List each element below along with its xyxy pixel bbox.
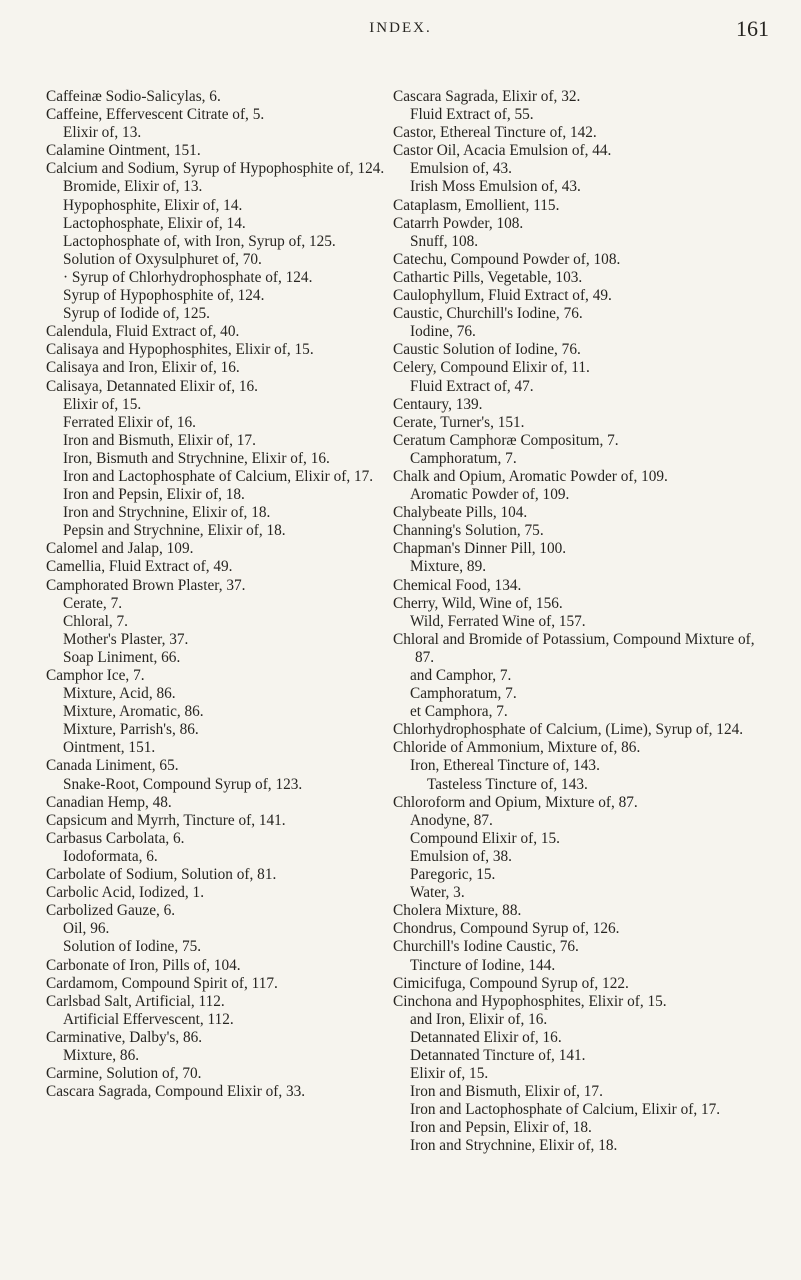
index-entry: Wild, Ferrated Wine of, 157. bbox=[410, 612, 586, 630]
index-entry: Oil, 96. bbox=[63, 920, 110, 938]
index-entry: Iodine, 76. bbox=[410, 323, 476, 341]
index-entry: Water, 3. bbox=[410, 884, 465, 902]
index-entry: Mixture, Acid, 86. bbox=[63, 685, 176, 703]
index-entry: Bromide, Elixir of, 13. bbox=[63, 178, 203, 196]
index-entry: Cholera Mixture, 88. bbox=[393, 902, 522, 920]
page-header bbox=[0, 14, 801, 48]
index-entry: Hypophosphite, Elixir of, 14. bbox=[63, 196, 243, 214]
index-entry: Ointment, 151. bbox=[63, 739, 156, 757]
index-entry: Iron and Strychnine, Elixir of, 18. bbox=[410, 1137, 618, 1155]
index-entry: Iron and Bismuth, Elixir of, 17. bbox=[410, 1083, 603, 1101]
index-entry: Syrup of Iodide of, 125. bbox=[63, 305, 211, 323]
index-entry: Cathartic Pills, Vegetable, 103. bbox=[393, 268, 583, 286]
index-entry: Cherry, Wild, Wine of, 156. bbox=[393, 594, 563, 612]
index-entry: et Camphora, 7. bbox=[410, 703, 508, 721]
index-entry: Iron and Strychnine, Elixir of, 18. bbox=[63, 504, 271, 522]
index-entry: Chemical Food, 134. bbox=[393, 576, 522, 594]
index-entry: Syrup of Hypophosphite of, 124. bbox=[63, 287, 265, 305]
index-entry: Fluid Extract of, 55. bbox=[410, 106, 534, 124]
index-entry: Catarrh Powder, 108. bbox=[393, 214, 524, 232]
index-entry: and Iron, Elixir of, 16. bbox=[410, 1010, 548, 1028]
index-entry: Ferrated Elixir of, 16. bbox=[63, 413, 196, 431]
index-entry: Castor Oil, Acacia Emulsion of, 44. bbox=[393, 142, 612, 160]
index-entry: Calisaya and Hypophosphites, Elixir of, 15. bbox=[46, 341, 314, 359]
index-entry: Mixture, Parrish's, 86. bbox=[63, 721, 199, 739]
index-entry: Iron and Lactophosphate of Calcium, Elixir of, 17. bbox=[410, 1101, 721, 1119]
index-column-right bbox=[393, 88, 759, 1156]
index-entry: Cataplasm, Emollient, 115. bbox=[393, 196, 560, 214]
index-entry: Emulsion of, 38. bbox=[410, 847, 512, 865]
index-entry: Cimicifuga, Compound Syrup of, 122. bbox=[393, 974, 629, 992]
running-title: INDEX. bbox=[369, 20, 432, 36]
index-entry: Canada Liniment, 65. bbox=[46, 757, 179, 775]
index-entry: Calomel and Jalap, 109. bbox=[46, 540, 194, 558]
index-entry: Detannated Elixir of, 16. bbox=[410, 1028, 562, 1046]
index-entry: Mixture, Aromatic, 86. bbox=[63, 703, 204, 721]
index-entry: Iron and Pepsin, Elixir of, 18. bbox=[63, 486, 245, 504]
index-entry: · Syrup of Chlorhydrophosphate of, 124. bbox=[63, 268, 313, 286]
index-entry: Cascara Sagrada, Elixir of, 32. bbox=[393, 88, 581, 105]
index-entry: Camphoratum, 7. bbox=[410, 685, 517, 703]
index-entry: Calcium and Sodium, Syrup of Hypophosphite of, 124. bbox=[46, 160, 385, 178]
index-entry: Elixir of, 15. bbox=[63, 395, 142, 413]
index-entry: Castor, Ethereal Tincture of, 142. bbox=[393, 124, 597, 142]
index-entry: Mother's Plaster, 37. bbox=[63, 630, 189, 648]
index-entry: Centaury, 139. bbox=[393, 395, 483, 413]
index-entry: Snuff, 108. bbox=[410, 232, 479, 250]
index-entry: Snake-Root, Compound Syrup of, 123. bbox=[63, 775, 303, 793]
index-entry: Paregoric, 15. bbox=[410, 866, 496, 884]
index-entry: Detannated Tincture of, 141. bbox=[410, 1046, 586, 1064]
index-entry: Iron, Ethereal Tincture of, 143. bbox=[410, 757, 600, 775]
index-entry: Cascara Sagrada, Compound Elixir of, 33. bbox=[46, 1083, 306, 1101]
index-entry: Chlorhydrophosphate of Calcium, (Lime), Syrup of, 124. bbox=[393, 721, 744, 739]
index-entry: Iron, Bismuth and Strychnine, Elixir of, 16. bbox=[63, 449, 330, 467]
index-entry: Iron and Pepsin, Elixir of, 18. bbox=[410, 1119, 592, 1137]
index-entry: Carbolic Acid, Iodized, 1. bbox=[46, 884, 205, 902]
index-entry: Irish Moss Emulsion of, 43. bbox=[410, 178, 581, 196]
index-entry: Calamine Ointment, 151. bbox=[46, 142, 201, 160]
index-entry: Mixture, 86. bbox=[63, 1046, 140, 1064]
index-entry: Iron and Lactophosphate of Calcium, Elixir of, 17. bbox=[63, 467, 374, 485]
index-entry: Cerate, 7. bbox=[63, 594, 123, 612]
index-entry: Anodyne, 87. bbox=[410, 811, 493, 829]
index-entry: Pepsin and Strychnine, Elixir of, 18. bbox=[63, 522, 286, 540]
index-entry: Calendula, Fluid Extract of, 40. bbox=[46, 323, 240, 341]
index-entry: Camphoratum, 7. bbox=[410, 449, 517, 467]
index-entry: Chapman's Dinner Pill, 100. bbox=[393, 540, 567, 558]
index-entry: Camellia, Fluid Extract of, 49. bbox=[46, 558, 233, 576]
index-entry: Ceratum Camphoræ Compositum, 7. bbox=[393, 431, 619, 449]
index-entry: Tasteless Tincture of, 143. bbox=[427, 775, 588, 793]
index-entry: Carmine, Solution of, 70. bbox=[46, 1065, 202, 1083]
index-entry: Iron and Bismuth, Elixir of, 17. bbox=[63, 431, 256, 449]
index-entry: Solution of Iodine, 75. bbox=[63, 938, 202, 956]
index-entry: Lactophosphate, Elixir of, 14. bbox=[63, 214, 246, 232]
index-entry: Aromatic Powder of, 109. bbox=[410, 486, 570, 504]
index-entry: Elixir of, 13. bbox=[63, 124, 142, 142]
index-entry: Chloroform and Opium, Mixture of, 87. bbox=[393, 793, 638, 811]
index-entry: Emulsion of, 43. bbox=[410, 160, 512, 178]
index-entry: Tincture of Iodine, 144. bbox=[410, 956, 556, 974]
index-entry: Iodoformata, 6. bbox=[63, 847, 158, 865]
index-entry: Camphor Ice, 7. bbox=[46, 667, 145, 684]
index-entry: Caffeine, Effervescent Citrate of, 5. bbox=[46, 106, 265, 124]
index-entry: Cerate, Turner's, 151. bbox=[393, 413, 525, 431]
index-entry: Caustic, Churchill's Iodine, 76. bbox=[393, 305, 583, 323]
index-entry: Fluid Extract of, 47. bbox=[410, 377, 534, 395]
index-entry: Celery, Compound Elixir of, 11. bbox=[393, 359, 590, 377]
index-entry: Carminative, Dalby's, 86. bbox=[46, 1028, 203, 1046]
index-column-left bbox=[46, 88, 414, 1101]
index-entry: Caffeinæ Sodio-Salicylas, 6. bbox=[46, 88, 221, 105]
index-entry: Lactophosphate of, with Iron, Syrup of, 125. bbox=[63, 232, 336, 250]
index-entry: Carbolized Gauze, 6. bbox=[46, 902, 176, 920]
index-entry: Catechu, Compound Powder of, 108. bbox=[393, 250, 621, 268]
index-entry: Carbolate of Sodium, Solution of, 81. bbox=[46, 866, 277, 884]
index-entry: Cardamom, Compound Spirit of, 117. bbox=[46, 974, 278, 992]
index-entry: Chalybeate Pills, 104. bbox=[393, 504, 528, 522]
index-entry: Carbonate of Iron, Pills of, 104. bbox=[46, 956, 241, 974]
index-entry: Elixir of, 15. bbox=[410, 1065, 489, 1083]
index-entry: Canadian Hemp, 48. bbox=[46, 793, 172, 811]
index-entry: Chloride of Ammonium, Mixture of, 86. bbox=[393, 739, 641, 757]
index-entry: Chondrus, Compound Syrup of, 126. bbox=[393, 920, 620, 938]
index-entry: Churchill's Iodine Caustic, 76. bbox=[393, 938, 579, 956]
index-entry: Chalk and Opium, Aromatic Powder of, 109. bbox=[393, 467, 668, 485]
index-entry: Camphorated Brown Plaster, 37. bbox=[46, 576, 246, 594]
index-entry: Caulophyllum, Fluid Extract of, 49. bbox=[393, 287, 612, 305]
page-number: 161 bbox=[736, 16, 769, 41]
index-entry: Calisaya, Detannated Elixir of, 16. bbox=[46, 377, 258, 395]
index-entry: and Camphor, 7. bbox=[410, 667, 512, 684]
index-entry: Soap Liniment, 66. bbox=[63, 648, 181, 666]
index-entry: Caustic Solution of Iodine, 76. bbox=[393, 341, 581, 359]
index-entry: Capsicum and Myrrh, Tincture of, 141. bbox=[46, 811, 286, 829]
index-entry: Chloral and Bromide of Potassium, Compound Mixture of, 87. bbox=[393, 630, 755, 666]
index-entry: Carlsbad Salt, Artificial, 112. bbox=[46, 992, 225, 1010]
index-entry: Mixture, 89. bbox=[410, 558, 487, 576]
index-entry: Calisaya and Iron, Elixir of, 16. bbox=[46, 359, 240, 377]
index-entry: Solution of Oxysulphuret of, 70. bbox=[63, 250, 262, 268]
index-entry: Chloral, 7. bbox=[63, 612, 129, 630]
index-entry: Compound Elixir of, 15. bbox=[410, 829, 560, 847]
index-entry: Artificial Effervescent, 112. bbox=[63, 1010, 234, 1028]
index-entry: Carbasus Carbolata, 6. bbox=[46, 829, 185, 847]
index-entry: Cinchona and Hypophosphites, Elixir of, 15. bbox=[393, 992, 667, 1010]
index-entry: Channing's Solution, 75. bbox=[393, 522, 544, 540]
